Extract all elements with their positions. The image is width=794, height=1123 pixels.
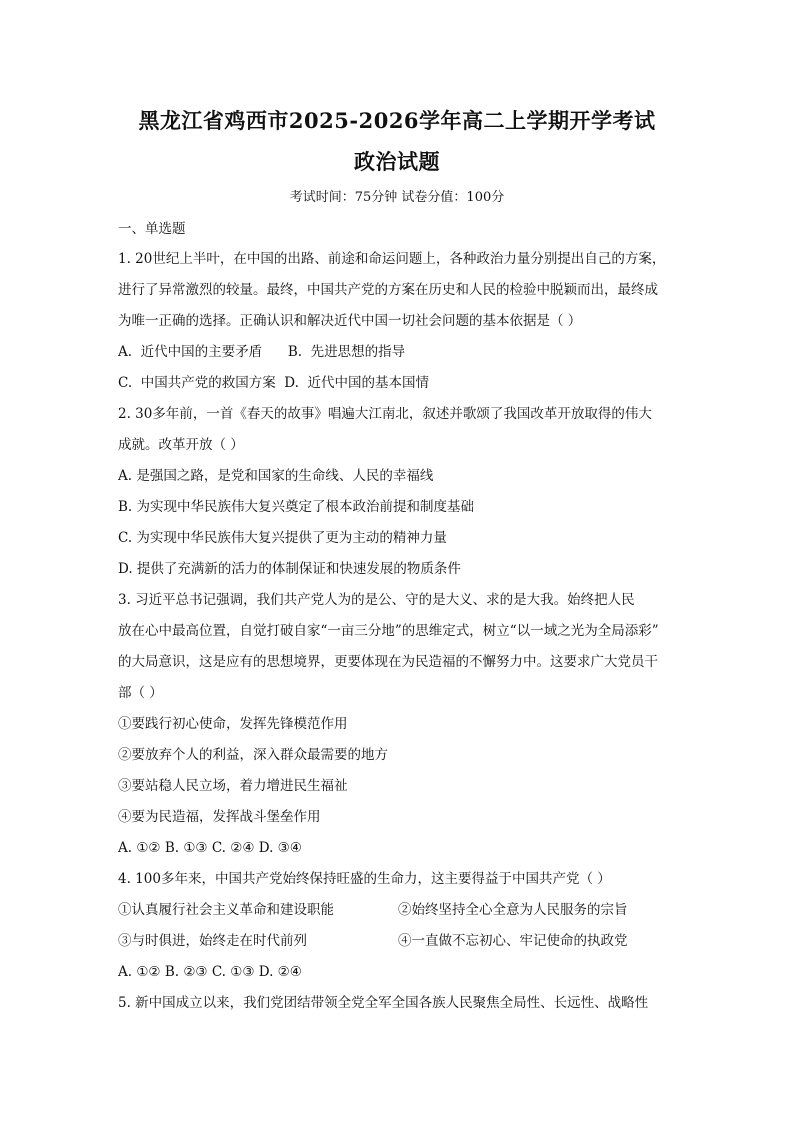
question-2-option-c: C. 为实现中华民族伟大复兴提供了更为主动的精神力量: [118, 530, 447, 546]
question-2-option-b: B. 为实现中华民族伟大复兴奠定了根本政治前提和制度基础: [118, 499, 475, 515]
question-1-line-3: 为唯一正确的选择。正确认识和解决近代中国一切社会问题的基本依据是（ ）: [118, 313, 582, 329]
question-3-item-2: ②要放弃个人的利益，深入群众最需要的地方: [118, 747, 388, 763]
question-3-line-2: 放在心中最高位置，自觉打破自家“一亩三分地”的思维定式，树立“以一域之光为全局添彩”: [118, 623, 659, 639]
question-1-line-2: 进行了异常激烈的较量。最终，中国共产党的方案在历史和人民的检验中脱颖而出，最终成: [118, 282, 658, 298]
question-1-options-cd: C. 中国共产党的救国方案 D. 近代中国的基本国情: [118, 375, 430, 391]
exam-subject: 政治试题: [354, 149, 440, 174]
exam-info: 考试时间：75分钟 试卷分值：100分: [289, 190, 505, 205]
exam-title: 黑龙江省鸡西市2025-2026学年高二上学期开学考试: [138, 108, 656, 133]
question-2-line-2: 成就。改革开放（ ）: [118, 437, 244, 453]
question-4-item-4: ④一直做不忘初心、牢记使命的执政党: [398, 933, 628, 949]
question-3-item-3: ③要站稳人民立场，着力增进民生福祉: [118, 778, 348, 794]
question-3-item-1: ①要践行初心使命，发挥先锋模范作用: [118, 716, 348, 732]
question-4-item-3: ③与时俱进，始终走在时代前列: [118, 933, 307, 949]
question-4-items-row-1: [118, 895, 684, 926]
question-1-line-1: 1. 20世纪上半叶，在中国的出路、前途和命运问题上，各种政治力量分别提出自己的方案，: [118, 251, 666, 267]
question-2-option-a: A. 是强国之路，是党和国家的生命线、人民的幸福线: [118, 468, 434, 484]
question-3-line-3: 的大局意识，这是应有的思想境界，更要体现在为民造福的不懈努力中。这要求广大党员干: [118, 654, 658, 670]
question-4-items-row-2: [118, 926, 684, 957]
question-3-options: A. ①② B. ①③ C. ②④ D. ③④: [118, 840, 302, 856]
question-2-option-d: D. 提供了充满新的活力的体制保证和快速发展的物质条件: [118, 561, 461, 577]
question-3-line-1: 3. 习近平总书记强调，我们共产党人为的是公、守的是大义、求的是大我。始终把人民: [118, 592, 635, 608]
question-4-item-1: ①认真履行社会主义革命和建设职能: [118, 902, 334, 918]
question-3-line-4: 部（ ）: [118, 685, 163, 701]
question-3-item-4: ④要为民造福，发挥战斗堡垒作用: [118, 809, 321, 825]
question-1-options-ab: A. 近代中国的主要矛盾 B. 先进思想的指导: [118, 344, 406, 360]
question-4-options: A. ①② B. ②③ C. ①③ D. ②④: [118, 964, 302, 980]
question-5-line-1: 5. 新中国成立以来，我们党团结带领全党全军全国各族人民聚焦全局性、长远性、战略性: [118, 995, 649, 1011]
section-heading: 一、单选题: [118, 221, 186, 237]
question-4-item-2: ②始终坚持全心全意为人民服务的宗旨: [398, 902, 628, 918]
question-4-line-1: 4. 100多年来，中国共产党始终保持旺盛的生命力，这主要得益于中国共产党（ ）: [118, 871, 611, 887]
questions: [118, 244, 684, 1019]
question-2-line-1: 2. 30多年前，一首《春天的故事》唱遍大江南北，叙述并歌颂了我国改革开放取得的伟大: [118, 406, 652, 422]
